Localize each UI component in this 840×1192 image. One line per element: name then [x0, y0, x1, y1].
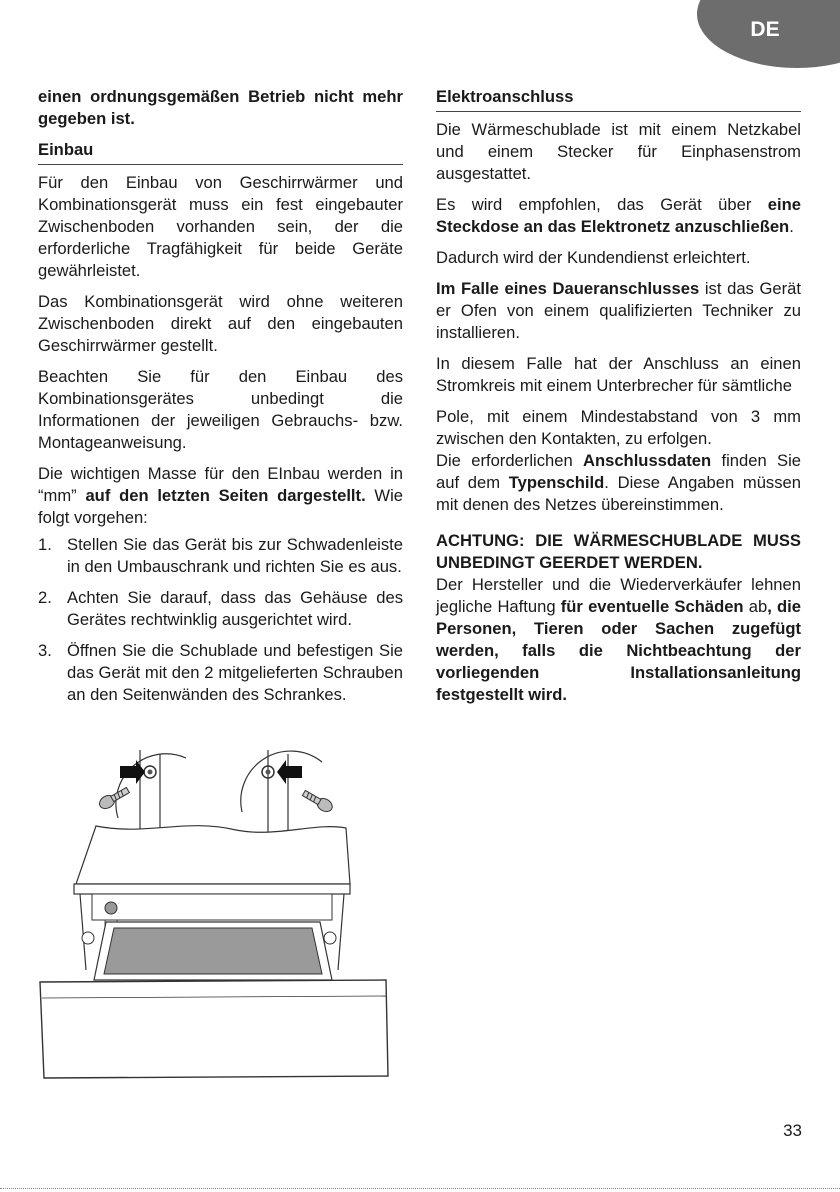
control-knob [105, 902, 117, 914]
paragraph: Für den Einbau von Geschirrwärmer und Kombinationsgerät muss ein fest eingebauter Zwischenboden vorhanden sein, der die erforderliche Tragfähigkeit für beide Geräte gewährleistet. [38, 173, 403, 280]
list-item: 3. Öffnen Sie die Schublade und befestigen Sie das Gerät mit den 2 mitgelieferten Schrauben an den Seitenwänden des Schrankes. [38, 641, 403, 704]
paragraph: Die erforderlichen Anschlussdaten finden Sie auf dem Typenschild. Diese Angaben müssen mit denen des Netzes übereinstimmen. [436, 451, 801, 514]
warning-text: ACHTUNG: DIE WÄRMESCHUBLADE MUSS UNBEDINGT GEERDET WERDEN. [436, 531, 801, 572]
paragraph: Die wichtigen Masse für den EInbau werden in “mm” auf den letzten Seiten dargestellt. Wie folgt vorgehen: [38, 464, 404, 527]
list-item: 1. Stellen Sie das Gerät bis zur Schwadenleiste in den Umbauschrank und richten Sie es aus. [38, 535, 403, 576]
cabinet-body [74, 884, 350, 894]
paragraph: In diesem Falle hat der Anschluss an einen Stromkreis mit einem Unterbrecher für sämtliche [436, 354, 801, 395]
drawer-front [40, 980, 388, 1078]
paragraph: Im Falle eines Daueranschlusses ist das Gerät er Ofen von einem qualifizierten Techniker zu installieren. [436, 279, 801, 342]
section-heading-einbau: Einbau [38, 139, 403, 165]
paragraph: Es wird empfohlen, das Gerät über eine Steckdose an das Elektronetz anzuschließen. [436, 195, 801, 236]
paragraph: Dadurch wird der Kundendienst erleichtert. [436, 248, 751, 267]
section-heading-elektroanschluss: Elektroanschluss [436, 86, 801, 112]
language-label: DE [750, 18, 780, 41]
right-column [436, 86, 801, 715]
paragraph: Beachten Sie für den Einbau des Kombinationsgerätes unbedingt die Informationen der jeweiligen Gebrauchs- bzw. Montageanweisung. [38, 367, 403, 452]
steps-list [38, 534, 403, 706]
installation-illustration [36, 748, 408, 1080]
paragraph: Die Wärmeschublade ist mit einem Netzkabel und einem Stecker für Einphasenstrom ausgestattet. [436, 120, 801, 183]
list-item: 2. Achten Sie darauf, dass das Gehäuse des Gerätes rechtwinklig ausgerichtet wird. [38, 588, 403, 629]
left-column [38, 86, 403, 715]
paragraph: Das Kombinationsgerät wird ohne weiteren Zwischenboden direkt auf den eingebauten Geschirrwärmer gestellt. [38, 292, 403, 355]
intro-text: einen ordnungsgemäßen Betrieb nicht mehr gegeben ist. [38, 87, 403, 128]
cabinet-top [76, 826, 350, 884]
page-number: 33 [783, 1121, 802, 1140]
page-bottom-rule [0, 1188, 840, 1189]
paragraph: Pole, mit einem Mindestabstand von 3 mm zwischen den Kontakten, zu erfolgen. [436, 407, 801, 448]
paragraph: Der Hersteller und die Wiederverkäufer lehnen jegliche Haftung für eventuelle Schäden ab, die Personen, Tieren oder Sachen zugefügt werden, falls die Nichtbeachtung der vorliegenden Installationsanleitung festgestellt wird. [436, 575, 801, 704]
